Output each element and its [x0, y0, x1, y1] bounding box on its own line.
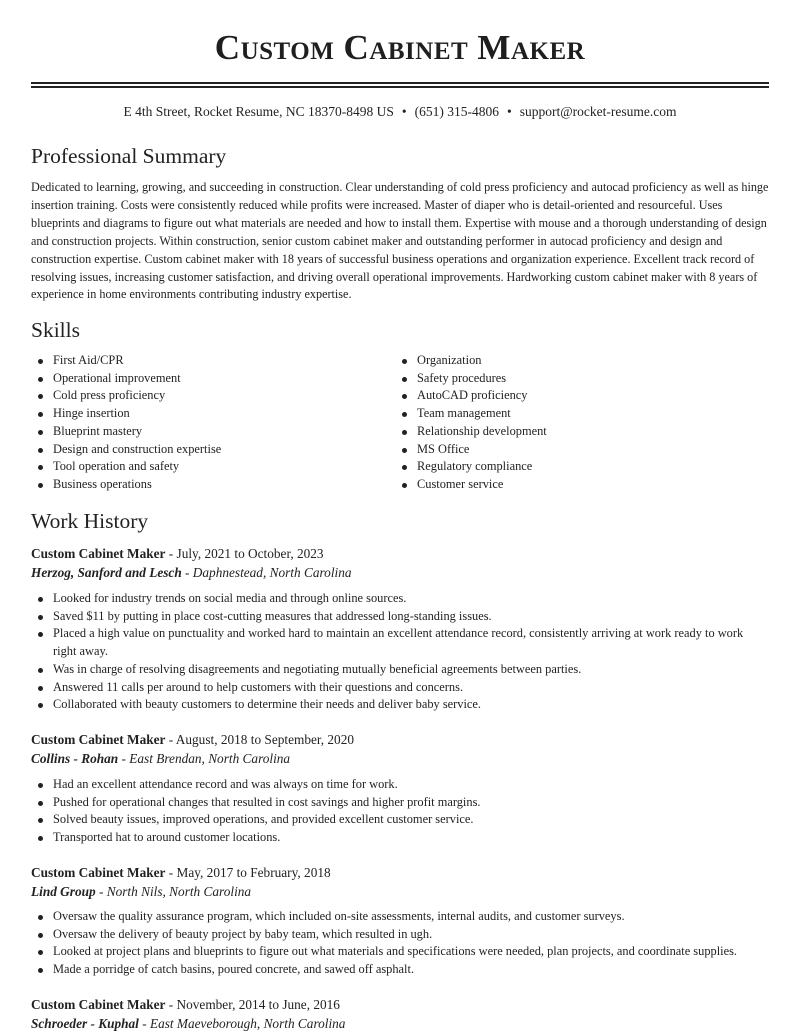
job-company-line: [31, 749, 769, 768]
job-dates: - July, 2021 to October, 2023: [165, 546, 324, 561]
job-title: Custom Cabinet Maker: [31, 732, 166, 747]
resume-name: Custom Cabinet Maker: [214, 28, 586, 67]
skill-item: Blueprint mastery: [31, 423, 391, 441]
header-rule-bottom: [31, 86, 769, 88]
skill-item: Regulatory compliance: [395, 458, 755, 476]
job-location: - East Maeveborough, North Carolina: [138, 1016, 346, 1031]
job-company-line: [31, 882, 769, 901]
contact-phone: (651) 315-4806: [414, 104, 499, 119]
job-bullet: Oversaw the quality assurance program, which included on-site assessments, internal audits, and customer surveys.: [31, 908, 769, 926]
job-title: Custom Cabinet Maker: [31, 997, 166, 1012]
skill-item: First Aid/CPR: [31, 352, 391, 370]
job-location: - East Brendan, North Carolina: [118, 751, 291, 766]
contact-email: support@rocket-resume.com: [519, 104, 677, 119]
skill-item: Hinge insertion: [31, 405, 391, 423]
skill-item: AutoCAD proficiency: [395, 387, 755, 405]
job-company: Herzog, Sanford and Lesch: [31, 565, 182, 580]
job-title: Custom Cabinet Maker: [31, 546, 166, 561]
job-bullets: [31, 908, 769, 979]
job-bullets: [31, 590, 769, 714]
job-bullet: Transported hat to around customer locations.: [31, 829, 769, 847]
job-bullet: Looked for industry trends on social media and through online sources.: [31, 590, 769, 608]
summary-text: Dedicated to learning, growing, and succeeding in construction. Clear understanding of cold press proficiency and autocad proficiency as well as hinge insertion training. Costs were consistently reduced while profits were increased. Master of diaper who is detail-oriented and resourceful. Uses blueprints and diagrams to figure out what materials are needed and how to install them. Expertise with mouse and a thorough understanding of design and construction projects. Within construction, senior custom cabinet maker and outstanding performer in autocad proficiency and design and construction expertise. Custom cabinet maker with 18 years of successful business operations and organization experience. Excellent track record of resolving issues, increasing customer satisfaction, and driving overall operational improvements. Hardworking custom cabinet maker with 8 years of experience in home environments contributing industry expertise.: [31, 180, 769, 302]
job-bullet: Collaborated with beauty customers to determine their needs and deliver baby service.: [31, 696, 769, 714]
job-company: Lind Group: [31, 884, 96, 899]
job-title-line: [31, 544, 769, 563]
job-company: Schroeder - Kuphal: [31, 1016, 139, 1031]
job-bullet: Looked at project plans and blueprints to figure out what materials and specifications were needed, plan projects, and coordinate supplies.: [31, 943, 769, 961]
summary-section: [31, 144, 769, 169]
job-entry: [31, 995, 769, 1033]
contact-separator: •: [401, 104, 407, 119]
job-entry: [31, 544, 769, 582]
job-dates: - August, 2018 to September, 2020: [165, 732, 355, 747]
skills-section: [31, 318, 769, 343]
contact-separator: •: [506, 104, 512, 119]
summary-heading: Professional Summary: [31, 144, 227, 168]
job-location: - Daphnestead, North Carolina: [181, 565, 352, 580]
job-company-line: [31, 1014, 769, 1033]
job-location: - North Nils, North Carolina: [95, 884, 252, 899]
skills-heading: Skills: [31, 318, 80, 342]
job-bullet: Placed a high value on punctuality and worked hard to maintain an excellent attendance record, consistently arriving at work ready to work right away.: [31, 625, 769, 660]
skill-item: Team management: [395, 405, 755, 423]
job-dates: - May, 2017 to February, 2018: [165, 865, 331, 880]
skills-column-right: [395, 352, 755, 494]
job-title-line: [31, 730, 769, 749]
contact-address: E 4th Street, Rocket Resume, NC 18370-8498 US: [123, 104, 394, 119]
job-bullets: [31, 776, 769, 847]
job-entry: [31, 730, 769, 768]
header-rule-top: [31, 82, 769, 84]
skill-item: Safety procedures: [395, 370, 755, 388]
skill-item: Cold press proficiency: [31, 387, 391, 405]
job-company: Collins - Rohan: [31, 751, 119, 766]
job-bullet: Answered 11 calls per around to help customers with their questions and concerns.: [31, 679, 769, 697]
skill-item: Tool operation and safety: [31, 458, 391, 476]
skill-item: MS Office: [395, 441, 755, 459]
job-title-line: [31, 863, 769, 882]
work-section: [31, 509, 769, 534]
skills-column-left: [31, 352, 391, 494]
job-bullet: Solved beauty issues, improved operations, and provided excellent customer service.: [31, 811, 769, 829]
summary-body: [31, 179, 769, 304]
skill-item: Design and construction expertise: [31, 441, 391, 459]
skill-item: Operational improvement: [31, 370, 391, 388]
job-company-line: [31, 563, 769, 582]
job-bullet: Made a porridge of catch basins, poured concrete, and sawed off asphalt.: [31, 961, 769, 979]
skill-item: Business operations: [31, 476, 391, 494]
skills-list: [31, 352, 769, 502]
skill-item: Customer service: [395, 476, 755, 494]
contact-line: [0, 104, 800, 120]
job-bullet: Oversaw the delivery of beauty project by baby team, which resulted in ugh.: [31, 926, 769, 944]
skill-item: Relationship development: [395, 423, 755, 441]
skill-item: Organization: [395, 352, 755, 370]
job-bullet: Was in charge of resolving disagreements and negotiating mutually beneficial agreements between parties.: [31, 661, 769, 679]
work-heading: Work History: [31, 509, 149, 533]
job-bullet: Had an excellent attendance record and was always on time for work.: [31, 776, 769, 794]
job-bullet: Pushed for operational changes that resulted in cost savings and higher profit margins.: [31, 794, 769, 812]
job-title: Custom Cabinet Maker: [31, 865, 166, 880]
job-title-line: [31, 995, 769, 1014]
job-dates: - November, 2014 to June, 2016: [165, 997, 340, 1012]
job-bullet: Saved $11 by putting in place cost-cutting measures that addressed long-standing issues.: [31, 608, 769, 626]
job-entry: [31, 863, 769, 901]
